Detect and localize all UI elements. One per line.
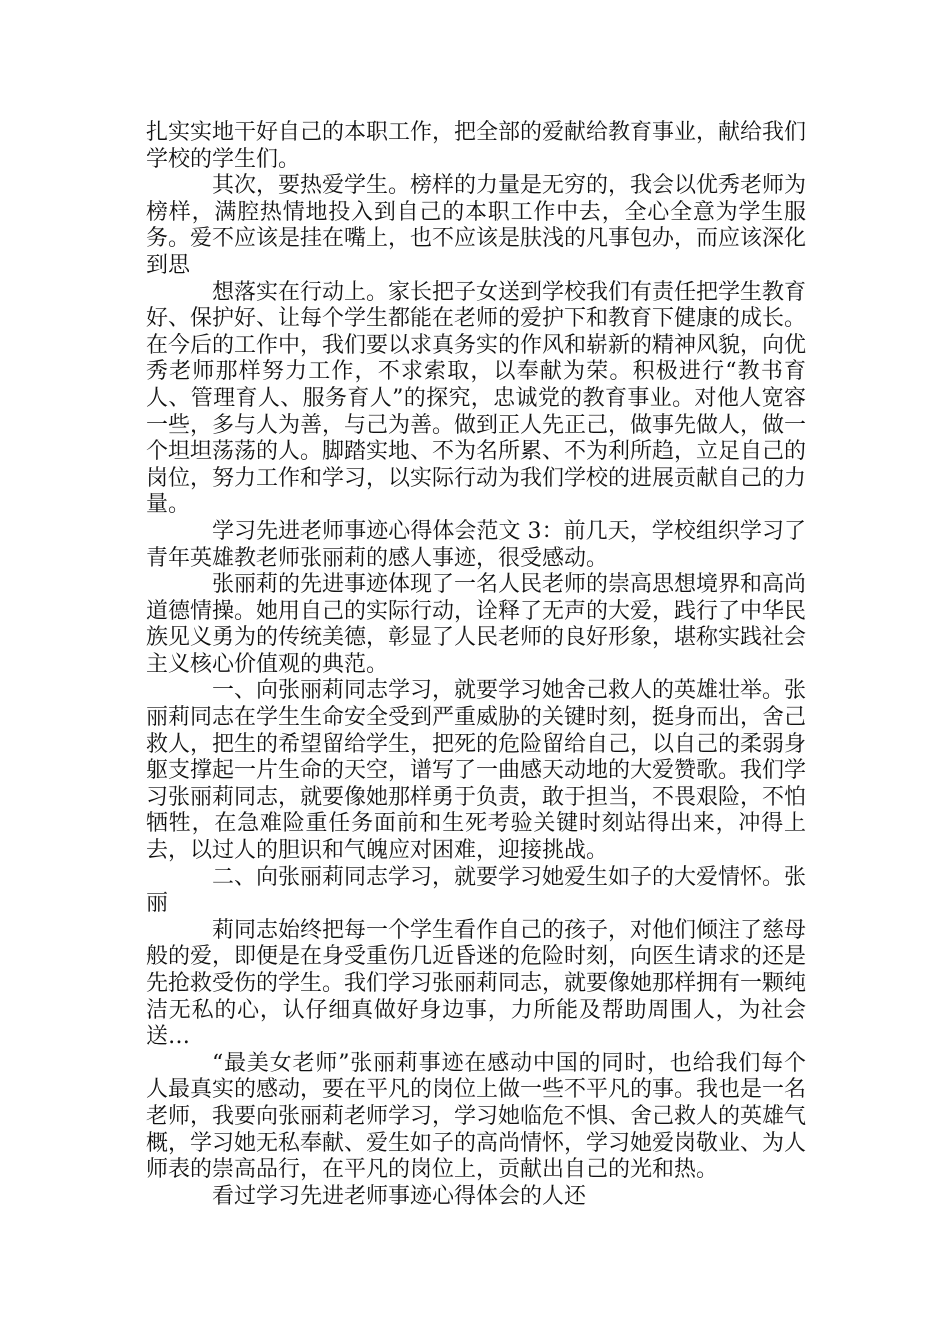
- paragraph-7: 二、向张丽莉同志学习，就要学习她爱生如子的大爱情怀。张丽: [146, 864, 807, 917]
- paragraph-2: 其次，要热爱学生。榜样的力量是无穷的，我会以优秀老师为榜样，满腔热情地投入到自己的本职工作中去，全心全意为学生服务。爱不应该是挂在嘴上，也不应该是肤浅的凡事包办，而应该深化到思: [146, 173, 807, 278]
- paragraph-5: 张丽莉的先进事迹体现了一名人民老师的崇高思想境界和高尚道德情操。她用自己的实际行动，诠释了无声的大爱，践行了中华民族见义勇为的传统美德，彰显了人民老师的良好形象，堪称实践社会主义核心价值观的典范。: [146, 572, 807, 677]
- document-body: [146, 120, 806, 1210]
- paragraph-3: 想落实在行动上。家长把子女送到学校我们有责任把学生教育好、保护好、让每个学生都能在老师的爱护下和教育下健康的成长。在今后的工作中，我们要以求真务实的作风和崭新的精神风貌，向优秀老师那样努力工作，不求索取，以奉献为荣。积极进行“教书育人、管理育人、服务育人”的探究，忠诚党的教育事业。对他人宽容一些，多与人为善，与己为善。做到正人先正己，做事先做人，做一个坦坦荡荡的人。脚踏实地、不为名所累、不为利所趋，立足自己的岗位，努力工作和学习，以实际行动为我们学校的进展贡献自己的力量。: [146, 279, 807, 518]
- paragraph-10: 看过学习先进老师事迹心得体会的人还: [212, 1183, 587, 1209]
- paragraph-8: 莉同志始终把每一个学生看作自己的孩子，对他们倾注了慈母般的爱，即便是在身受重伤几近昏迷的危险时刻，向医生请求的还是先抢救受伤的学生。我们学习张丽莉同志，就要像她那样拥有一颗纯洁无私的心，认仔细真做好身边事，力所能及帮助周围人，为社会送…: [146, 917, 807, 1050]
- paragraph-6: 一、向张丽莉同志学习，就要学习她舍己救人的英雄壮举。张丽莉同志在学生生命安全受到严重威胁的关键时刻，挺身而出，舍己救人，把生的希望留给学生，把死的危险留给自己，以自己的柔弱身躯支撑起一片生命的天空，谱写了一曲感天动地的大爱赞歌。我们学习张丽莉同志，就要像她那样勇于负责，敢于担当，不畏艰险，不怕牺牲，在急难险重任务面前和生死考验关键时刻站得出来，冲得上去，以过人的胆识和气魄应对困难，迎接挑战。: [146, 678, 807, 864]
- paragraph-4: 学习先进老师事迹心得体会范文 3：前几天，学校组织学习了青年英雄教老师张丽莉的感人事迹，很受感动。: [146, 518, 806, 571]
- paragraph-9: “最美女老师”张丽莉事迹在感动中国的同时，也给我们每个人最真实的感动，要在平凡的岗位上做一些不平凡的事。我也是一名老师，我要向张丽莉老师学习，学习她临危不惧、舍己救人的英雄气概，学习她无私奉献、爱生如子的高尚情怀，学习她爱岗敬业、为人师表的崇高品行，在平凡的岗位上，贡献出自己的光和热。: [146, 1050, 807, 1183]
- paragraph-1: 扎实实地干好自己的本职工作，把全部的爱献给教育事业，献给我们学校的学生们。: [146, 120, 807, 172]
